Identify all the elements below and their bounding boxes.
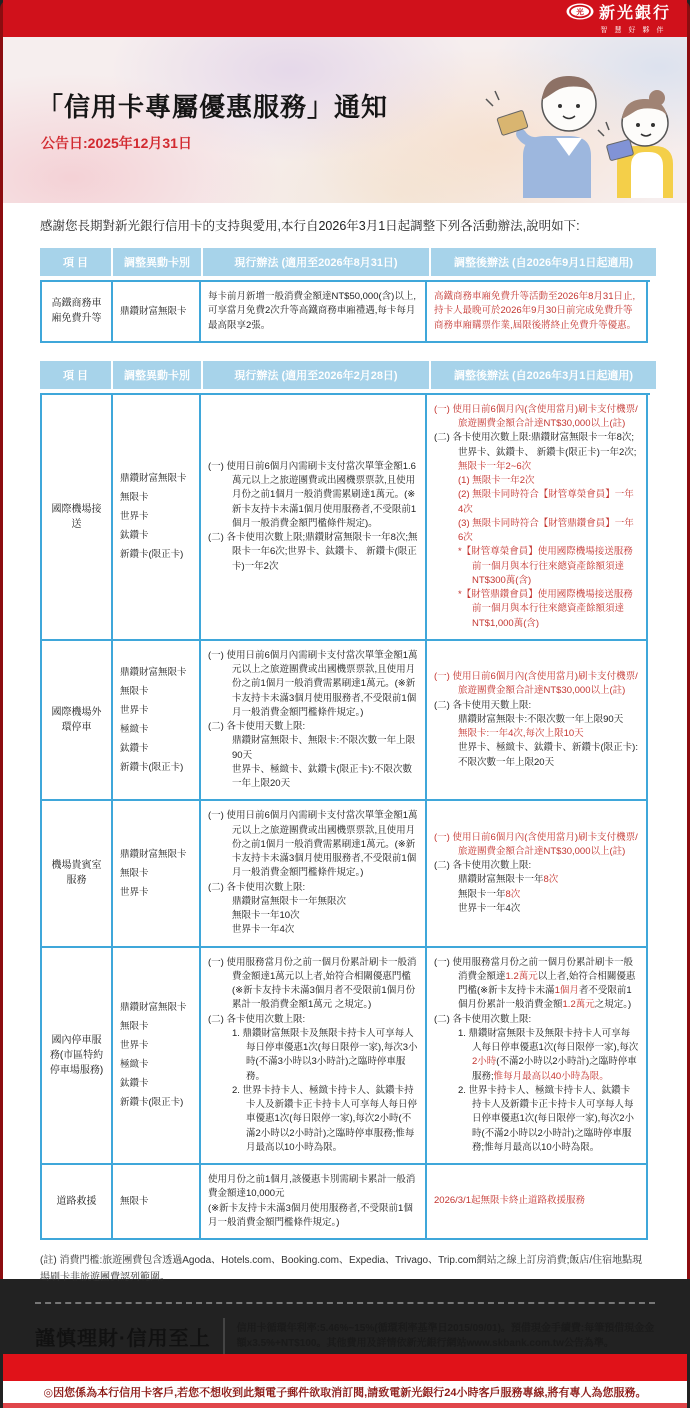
column-header: 調整異動卡別	[113, 361, 203, 389]
current-rules-cell	[201, 1165, 427, 1240]
cell-line: (二) 各卡使用次數上限:	[208, 881, 306, 893]
cell-line: 鼎鑽財富無限卡一年8次	[458, 874, 559, 886]
cell-line: 無限卡:一年4次,每次上限10天	[458, 728, 584, 740]
cell-line: (二) 各卡使用次數上限;鼎鑽財富無限卡一年8次;無限卡一年6次;世界卡、鈦鑽卡、 新鑽卡(限正卡)一年2次	[208, 532, 418, 572]
adjusted-rules-cell	[427, 282, 648, 343]
cell-line: *【財管尊榮會員】使用國際機場接送服務前一個月與本行往來總資產餘額須達NT$300萬(含)	[458, 546, 633, 586]
item-cell: 國內停車服務(市區特約停車場服務)	[42, 948, 113, 1166]
couple-credit-cards-illustration	[471, 46, 679, 203]
cell-line: *【財管鼎鑽會員】使用國際機場接送服務前一個月與本行往來總資產餘額須達NT$1,000萬(含)	[458, 589, 633, 629]
current-rules-cell	[201, 282, 427, 343]
current-rules-cell	[201, 801, 427, 947]
adjusted-rules-cell	[427, 641, 648, 802]
cell-line: (一) 使用日前6個月內(含使用當月)刷卡支付機票/旅遊團費金額合計達NT$30,000以上(註)	[434, 671, 638, 697]
card-type: 鈦鑽卡	[120, 530, 149, 542]
card-type: 鈦鑽卡	[120, 743, 149, 754]
footer-legal-text: 信用卡循環年利率:5.46%~15%(循環利率基準日2015/09/01)。預借現金手續費:每筆預借現金金額x3.5%+NT$100。其他費用及詳情依新光銀行網站www.skbank.com.tw公告為準。	[236, 1322, 655, 1349]
card-type: 鼎鑽財富無限卡	[120, 305, 187, 317]
table-header-row	[40, 361, 650, 389]
current-rules-cell	[201, 948, 427, 1166]
cell-line: (※新卡友持卡未滿3個月使用服務者,不受限前1個月一般消費金額門檻條件規定。)	[208, 1202, 413, 1228]
cell-line: (二) 各卡使用次數上限:	[208, 1013, 306, 1025]
table-body	[40, 393, 650, 1240]
card-type: 世界卡	[120, 705, 149, 716]
card-type: 極緻卡	[120, 1059, 149, 1071]
cell-line: (一) 使用日前6個月內(含使用當月)刷卡支付機票/旅遊團費金額合計達NT$30,000以上(註)	[434, 403, 638, 429]
cell-line: 高鐵商務車廂免費升等活動至2026年8月31日止,持卡人最晚可於2026年9月30日前完成免費升等商務車廂購票作業,屆限後將終止免費升等優惠。	[434, 291, 637, 331]
cell-line: 鼎鑽財富無限卡一年無限次	[232, 895, 347, 907]
cell-line: (一) 使用日前6個月內需刷卡支付當次單筆金額1.6萬元以上之旅遊團費或出國機票票款,且使用月份之前1個月一般消費需累刷達1萬元。(※新卡友持卡未滿1個月使用服務者,不受限前1個月一般消費金額門檻條件規定)。	[208, 460, 417, 529]
cell-line: 無限卡一年8次	[458, 888, 521, 900]
column-header: 項 目	[40, 248, 113, 276]
cell-line: 世界卡、極緻卡、鈦鑽卡(限正卡):不限次數一年上限20天	[232, 763, 412, 789]
column-header: 現行辦法 (適用至2026年2月28日)	[203, 361, 431, 389]
card-type: 新鑽卡(限正卡)	[120, 762, 184, 773]
table-body	[40, 280, 650, 343]
card-type: 鼎鑽財富無限卡	[120, 1002, 187, 1014]
intro-text: 感謝您長期對新光銀行信用卡的支持與愛用,本行自2026年3月1日起調整下列各活動辦法,說明如下:	[40, 219, 580, 233]
card-types-cell	[113, 641, 201, 802]
cell-line: 世界卡一年4次	[232, 924, 295, 936]
card-type: 極緻卡	[120, 724, 149, 735]
bank-logo-icon	[566, 3, 594, 24]
footer-slogan: 謹慎理財·信用至上	[35, 1327, 211, 1350]
card-types-cell	[113, 282, 201, 343]
bank-name: 新光銀行	[598, 4, 671, 22]
adjusted-rules-cell	[427, 395, 648, 641]
announce-date: 公告日:2025年12月31日	[41, 135, 192, 151]
cell-line: 世界卡一年4次	[458, 902, 521, 914]
table-services	[40, 361, 650, 1240]
card-type: 鼎鑽財富無限卡	[120, 473, 187, 485]
cell-line: (一) 使用日前6個月內(含使用當月)刷卡支付機票/旅遊團費金額合計達NT$30,000以上(註)	[434, 831, 638, 857]
column-header: 項 目	[40, 361, 113, 389]
column-header: 調整後辦法 (自2026年3月1日起適用)	[431, 361, 656, 389]
banner	[3, 37, 687, 203]
cell-line: (3) 無限卡同時符合【財管鼎鑽會員】一年6次	[458, 517, 634, 543]
card-type: 鼎鑽財富無限卡	[120, 848, 187, 860]
card-type: 鼎鑽財富無限卡	[120, 667, 187, 678]
item-cell: 國際機場接送	[42, 395, 113, 641]
adjusted-rules-cell	[427, 801, 648, 947]
item-cell: 機場貴賓室服務	[42, 801, 113, 947]
card-type: 無限卡	[120, 492, 149, 504]
cell-line: 世界卡、極緻卡、鈦鑽卡、新鑽卡(限正卡):不限次數一年上限20天	[458, 742, 638, 768]
footer	[35, 1318, 655, 1354]
item-cell: 道路救援	[42, 1165, 113, 1240]
cell-line: 使用月份之前1個月,該優惠卡別需刷卡累計一般消費金額達10,000元	[208, 1174, 416, 1200]
dashed-divider	[35, 1302, 655, 1304]
adjusted-rules-cell	[427, 948, 648, 1166]
page-title: 「信用卡專屬優惠服務」通知	[37, 92, 389, 122]
cell-line: 鼎鑽財富無限卡:不限次數一年上限90天	[458, 713, 624, 725]
cell-line: (2) 無限卡同時符合【財管尊榮會員】一年4次	[458, 489, 634, 515]
current-rules-cell	[201, 395, 427, 641]
card-type: 世界卡	[120, 1040, 149, 1052]
item-cell: 國際機場外環停車	[42, 641, 113, 802]
cell-line: (1) 無限卡一年2次	[458, 475, 535, 486]
cell-line: (二) 各卡使用次數上限:	[434, 860, 532, 872]
cell-line: 1. 鼎鑽財富無限卡及無限卡持卡人可享每人每日停車優惠1次(每日限停一家),每次3小時(不滿3小時以3小時計)之臨時停車服務。	[232, 1027, 418, 1082]
header-bar	[3, 0, 687, 37]
cell-line: 每卡前月新增一般消費金額達NT$50,000(含)以上,可享當月免費2次升等高鐵商務車廂禮遇,每卡每月最高限享2張。	[208, 291, 416, 331]
table-hsr-upgrade	[40, 248, 650, 343]
card-type: 無限卡	[120, 1196, 149, 1207]
cell-line: (二) 各卡使用次數上限:	[434, 1013, 532, 1025]
svg-text:光: 光	[576, 7, 584, 17]
table-header-row	[40, 248, 650, 276]
card-types-cell	[113, 801, 201, 947]
card-type: 新鑽卡(限正卡)	[120, 549, 184, 561]
cell-line: (一) 使用日前6個月內需刷卡支付當次單筆金額1萬元以上之旅遊團費或出國機票票款,且使用月份之前1個月一般消費需累刷達1萬元。(※新卡友持卡未滿3個月使用服務者,不受限前1個月一般消費金額門檻條件規定。)	[208, 810, 418, 879]
card-type: 新鑽卡(限正卡)	[120, 1097, 184, 1109]
adjusted-rules-cell	[427, 1165, 648, 1240]
cell-line: 1. 鼎鑽財富無限卡及無限卡持卡人可享每人每日停車優惠1次(每日限停一家),每次2小時(不滿2小時以2小時計)之臨時停車服務;惟每月最高以40小時為限。	[458, 1027, 639, 1082]
card-type: 世界卡	[120, 886, 149, 898]
brand-logo	[566, 3, 671, 34]
cell-line: 2026/3/1起無限卡終止道路救援服務	[434, 1195, 585, 1207]
card-types-cell	[113, 948, 201, 1166]
item-cell: 高鐵商務車廂免費升等	[42, 282, 113, 343]
card-type: 無限卡	[120, 867, 149, 879]
cell-line: 鼎鑽財富無限卡、無限卡:不限次數一年上限90天	[232, 735, 416, 761]
card-type: 無限卡	[120, 686, 149, 697]
current-rules-cell	[201, 641, 427, 802]
bottom-red-bar	[3, 1354, 687, 1381]
column-header: 調整異動卡別	[113, 248, 203, 276]
footnote: (註) 消費門檻:旅遊團費包含透過Agoda、Hotels.com、Booking.com、Expedia、Trivago、Trip.com網站之線上訂房消費;飯店/住宿地點現場刷卡非旅遊團費認列範圍。	[40, 1255, 643, 1283]
bank-tagline: 智慧好夥伴	[600, 27, 671, 34]
column-header: 調整後辦法 (自2026年9月1日起適用)	[431, 248, 656, 276]
card-type: 無限卡	[120, 1021, 149, 1033]
card-type: 世界卡	[120, 511, 149, 523]
cell-line: 無限卡一年10次	[232, 910, 300, 921]
cell-line: (一) 使用服務當月份之前一個月份累計刷卡一般消費金額達1.2萬元以上者,始符合相關優惠門檻(※新卡友持卡未滿1個月者不受限前1個月份累計一般消費金額1.2萬元之規定。)	[434, 956, 636, 1011]
unsubscribe-note: ◎因您係為本行信用卡客戶,若您不想收到此類電子郵件欲取消訂閱,請致電新光銀行24小時客戶服務專線,將有專人為您服務。	[3, 1381, 687, 1403]
cell-line: (二) 各卡使用天數上限:	[434, 699, 532, 711]
card-type: 鈦鑽卡	[120, 1078, 149, 1090]
cell-line: 2. 世界卡持卡人、極緻卡持卡人、鈦鑽卡持卡人及新鑽卡正卡持卡人可享每人每日停車優惠1次(每日限停一家),每次2小時(不滿2小時以2小時計)之臨時停車服務;惟每月最高以10小時為限。	[232, 1084, 418, 1153]
cell-line: 2. 世界卡持卡人、極緻卡持卡人、鈦鑽卡持卡人及新鑽卡正卡持卡人可享每人每日停車優惠1次(每日限停一家),每次2小時(不滿2小時以2小時計)之臨時停車服務;惟每月最高以10小時為限。	[458, 1084, 635, 1153]
cell-line: (一) 使用服務當月份之前一個月份累計刷卡一般消費金額達1萬元以上者,始符合相關優惠門檻(※新卡友持卡未滿3個月者不受限前1個月份累計一般消費金額1萬元 之規定。)	[208, 956, 417, 1011]
bottom-red-line	[3, 1403, 687, 1408]
card-types-cell	[113, 395, 201, 641]
cell-line: (二) 各卡使用天數上限:	[208, 721, 306, 732]
card-types-cell	[113, 1165, 201, 1240]
cell-line: (二) 各卡使用次數上限:鼎鑽財富無限卡一年8次;世界卡、鈦鑽卡、 新鑽卡(限正卡)一年2次;無限卡一年2~6次	[434, 432, 637, 472]
column-header: 現行辦法 (適用至2026年8月31日)	[203, 248, 431, 276]
footer-divider	[223, 1318, 225, 1354]
cell-line: (一) 使用日前6個月內需刷卡支付當次單筆金額1萬元以上之旅遊團費或出國機票票款,且使用月份之前1個月一般消費需累刷達1萬元。(※新卡友持卡未滿3個月使用服務者,不受限前1個月一般消費金額門檻條件規定。)	[208, 649, 418, 718]
